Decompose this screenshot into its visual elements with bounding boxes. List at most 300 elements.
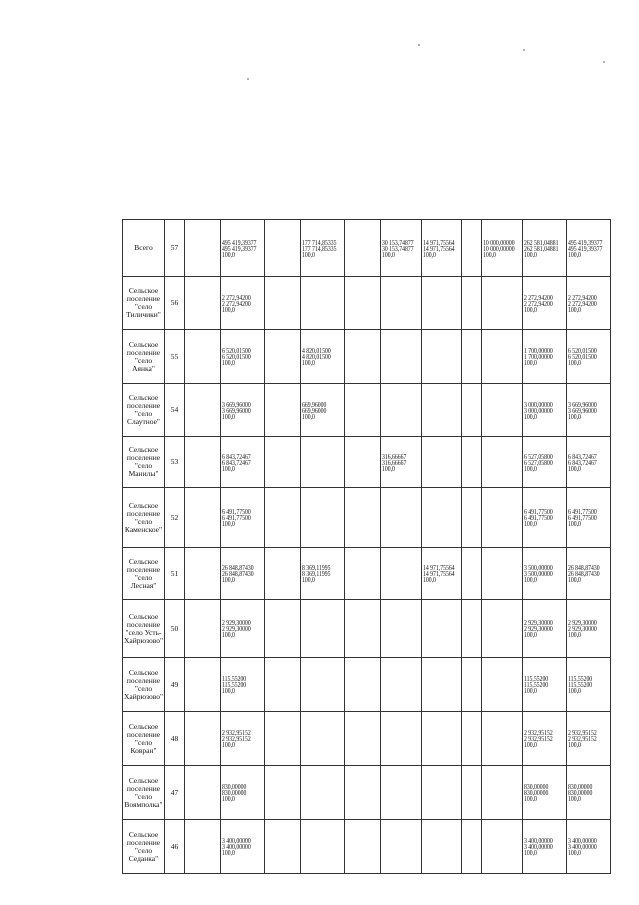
- value-text: 830,00000: [523, 783, 548, 791]
- value-text: 1 700,00000: [523, 347, 553, 355]
- value-cell: [185, 820, 221, 874]
- value-cell: [221, 600, 265, 658]
- value-text: 2 932,95152: [523, 729, 553, 737]
- value-text: 2 929,30000: [222, 619, 251, 627]
- value-cell: [381, 330, 422, 384]
- value-cell: [221, 437, 265, 488]
- value-cell: [462, 220, 482, 277]
- column-number: 52: [165, 488, 185, 548]
- value-text: 495 419,39377: [222, 238, 257, 247]
- value-text: 2 272,94200: [222, 299, 251, 308]
- value-text: 100,0: [523, 305, 537, 314]
- value-cell: [221, 658, 265, 712]
- value-cell: [345, 820, 381, 874]
- value-cell: [462, 766, 482, 820]
- value-text: 115,55200: [523, 675, 548, 683]
- column-title: Сельское поселение "село Слаутное": [123, 384, 165, 437]
- value-cell: [566, 488, 610, 548]
- scan-speck: [523, 49, 525, 51]
- value-text: 2 272,94200: [567, 299, 597, 308]
- value-cell: [462, 600, 482, 658]
- value-cell: [265, 820, 301, 874]
- value-cell: [522, 766, 566, 820]
- value-text: 2 272,94200: [567, 293, 597, 302]
- value-text: 830,00000: [222, 789, 247, 797]
- value-text: 100,0: [222, 631, 235, 639]
- value-text: 100,0: [523, 795, 537, 803]
- value-cell: [345, 548, 381, 600]
- value-cell: [345, 277, 381, 330]
- value-text: 115,55200: [222, 675, 247, 683]
- value-text: 10 000,00000: [483, 244, 515, 253]
- value-cell: [265, 600, 301, 658]
- column-number: 46: [165, 820, 185, 874]
- value-text: 669,96000: [302, 400, 327, 409]
- value-text: 100,0: [567, 576, 581, 584]
- value-cell: [185, 548, 221, 600]
- column-title: Всего: [123, 220, 165, 277]
- value-cell: [301, 600, 345, 658]
- value-cell: [482, 766, 523, 820]
- value-text: 10 000,00000: [483, 238, 515, 247]
- column-title: Сельское поселение "село Ковран": [123, 712, 165, 766]
- value-text: 100,0: [523, 576, 537, 584]
- value-text: 3 000,00000: [523, 406, 553, 415]
- value-cell: [462, 658, 482, 712]
- value-text: 4 820,01500: [302, 353, 331, 361]
- value-text: 1 700,00000: [523, 353, 553, 361]
- table-row: [123, 277, 611, 330]
- column-number: 55: [165, 330, 185, 384]
- value-cell: [522, 384, 566, 437]
- value-text: 830,00000: [567, 789, 592, 797]
- value-cell: [301, 330, 345, 384]
- value-cell: [381, 820, 422, 874]
- column-title: Сельское поселение "село Манилы": [123, 437, 165, 488]
- column-number: 53: [165, 437, 185, 488]
- value-text: 2 932,95152: [567, 729, 597, 737]
- value-cell: [462, 437, 482, 488]
- column-title: Сельское поселение "село Усть-Хайрюзово": [123, 600, 165, 658]
- value-cell: [522, 437, 566, 488]
- value-text: 100,0: [222, 412, 235, 421]
- column-title: Сельское поселение "село Воямполка": [123, 766, 165, 820]
- value-text: 3 400,00000: [222, 843, 251, 851]
- value-text: 6 527,05800: [523, 458, 553, 467]
- scan-speck: [603, 61, 605, 63]
- value-text: 100,0: [567, 464, 581, 473]
- value-text: 669,96000: [302, 406, 327, 415]
- value-cell: [265, 384, 301, 437]
- value-cell: [462, 820, 482, 874]
- value-cell: [345, 766, 381, 820]
- value-text: 3 669,96000: [567, 400, 597, 409]
- value-text: 177 714,85335: [302, 238, 337, 247]
- value-cell: [345, 712, 381, 766]
- value-text: 100,0: [523, 412, 537, 421]
- value-cell: [566, 712, 610, 766]
- table-row: [123, 437, 611, 488]
- value-cell: [522, 658, 566, 712]
- value-text: 3 400,00000: [567, 843, 597, 851]
- value-text: 100,0: [222, 250, 235, 259]
- value-cell: [566, 766, 610, 820]
- scan-speck: [247, 78, 249, 80]
- value-text: 100,0: [567, 631, 581, 639]
- value-cell: [221, 820, 265, 874]
- value-cell: [221, 766, 265, 820]
- value-text: 2 272,94200: [523, 293, 553, 302]
- value-text: 3 000,00000: [523, 400, 553, 409]
- value-text: 100,0: [222, 687, 235, 695]
- value-text: 100,0: [567, 250, 581, 259]
- value-cell: [301, 548, 345, 600]
- value-cell: [185, 712, 221, 766]
- value-cell: [421, 600, 462, 658]
- value-cell: [185, 658, 221, 712]
- value-cell: [566, 820, 610, 874]
- value-cell: [482, 600, 523, 658]
- table-row: [123, 548, 611, 600]
- value-cell: [522, 330, 566, 384]
- value-cell: [421, 766, 462, 820]
- value-text: 115,55200: [567, 681, 592, 689]
- value-text: 8 369,11995: [302, 570, 331, 578]
- column-title: Сельское поселение "село Седанка": [123, 820, 165, 874]
- value-text: 100,0: [382, 464, 395, 473]
- value-cell: [522, 548, 566, 600]
- column-title: Сельское поселение "село Тиличики": [123, 277, 165, 330]
- column-title: Сельское поселение "село Аянка": [123, 330, 165, 384]
- value-cell: [522, 277, 566, 330]
- value-cell: [345, 384, 381, 437]
- value-cell: [381, 548, 422, 600]
- value-cell: [522, 820, 566, 874]
- value-text: 2 932,95152: [222, 735, 251, 743]
- value-cell: [345, 658, 381, 712]
- value-text: 262 581,04881: [523, 244, 558, 253]
- table-row: [123, 820, 611, 874]
- value-text: 100,0: [567, 741, 581, 749]
- value-cell: [221, 712, 265, 766]
- value-cell: [566, 220, 610, 277]
- value-cell: [265, 766, 301, 820]
- value-cell: [381, 277, 422, 330]
- value-cell: [566, 658, 610, 712]
- value-text: 3 400,00000: [567, 837, 597, 845]
- table-row: [123, 330, 611, 384]
- value-cell: [265, 437, 301, 488]
- value-cell: [421, 330, 462, 384]
- value-cell: [482, 658, 523, 712]
- value-text: 26 848,87430: [222, 564, 254, 572]
- value-text: 8 369,11995: [302, 564, 331, 572]
- value-cell: [221, 548, 265, 600]
- value-text: 100,0: [567, 849, 581, 857]
- value-text: 100,0: [302, 250, 315, 259]
- value-text: 495 419,39377: [567, 244, 602, 253]
- value-cell: [301, 712, 345, 766]
- value-cell: [265, 220, 301, 277]
- value-cell: [301, 658, 345, 712]
- value-cell: [301, 384, 345, 437]
- value-text: 14 971,75564: [422, 238, 455, 247]
- value-cell: [345, 600, 381, 658]
- value-cell: [566, 330, 610, 384]
- value-cell: [482, 488, 523, 548]
- value-cell: [265, 548, 301, 600]
- value-cell: [185, 600, 221, 658]
- value-cell: [265, 330, 301, 384]
- value-text: 100,0: [302, 412, 315, 421]
- value-text: 100,0: [567, 687, 581, 695]
- value-text: 100,0: [523, 250, 537, 259]
- value-text: 100,0: [523, 359, 537, 367]
- value-cell: [185, 437, 221, 488]
- value-text: 100,0: [422, 576, 436, 584]
- table-row: [123, 712, 611, 766]
- value-cell: [522, 220, 566, 277]
- value-cell: [522, 600, 566, 658]
- value-cell: [421, 437, 462, 488]
- value-text: 115,55200: [567, 675, 592, 683]
- table-row: [123, 384, 611, 437]
- value-text: 100,0: [523, 520, 537, 528]
- value-text: 2 932,95152: [567, 735, 597, 743]
- value-cell: [566, 437, 610, 488]
- column-number: 51: [165, 548, 185, 600]
- column-title: Сельское поселение "село Лесная": [123, 548, 165, 600]
- value-text: 830,00000: [222, 783, 247, 791]
- column-number: 50: [165, 600, 185, 658]
- value-text: 100,0: [302, 359, 315, 367]
- value-cell: [421, 658, 462, 712]
- value-text: 6 491,77500: [567, 508, 597, 516]
- value-cell: [482, 330, 523, 384]
- value-text: 177 714,85335: [302, 244, 337, 253]
- value-cell: [421, 384, 462, 437]
- value-cell: [482, 384, 523, 437]
- column-number: 54: [165, 384, 185, 437]
- value-text: 2 932,95152: [523, 735, 553, 743]
- column-title: Сельское поселение "село Хайрюзово": [123, 658, 165, 712]
- value-text: 2 929,30000: [222, 625, 251, 633]
- value-text: 3 669,96000: [222, 400, 251, 409]
- value-text: 6 520,01500: [222, 353, 251, 361]
- value-cell: [221, 220, 265, 277]
- value-cell: [185, 766, 221, 820]
- value-cell: [566, 548, 610, 600]
- scan-speck: [418, 44, 420, 46]
- value-text: 100,0: [222, 305, 235, 314]
- value-text: 2 929,30000: [523, 619, 553, 627]
- value-text: 100,0: [567, 305, 581, 314]
- value-cell: [381, 488, 422, 548]
- value-cell: [381, 712, 422, 766]
- value-cell: [462, 384, 482, 437]
- column-title: Сельское поселение "село Каменское": [123, 488, 165, 548]
- value-cell: [185, 488, 221, 548]
- value-cell: [421, 488, 462, 548]
- value-cell: [381, 766, 422, 820]
- value-text: 6 520,01500: [567, 353, 597, 361]
- value-text: 100,0: [567, 520, 581, 528]
- value-text: 100,0: [222, 795, 235, 803]
- value-text: 3 500,00000: [523, 564, 553, 572]
- rotated-budget-table: [122, 219, 611, 874]
- value-cell: [421, 277, 462, 330]
- value-text: 14 971,75564: [422, 244, 455, 253]
- value-text: 6 491,77500: [222, 514, 251, 522]
- value-cell: [381, 658, 422, 712]
- value-cell: [185, 277, 221, 330]
- value-cell: [301, 277, 345, 330]
- value-cell: [221, 488, 265, 548]
- value-text: 830,00000: [523, 789, 548, 797]
- value-text: 115,55200: [222, 681, 247, 689]
- value-text: 30 153,74877: [382, 238, 414, 247]
- value-text: 3 500,00000: [523, 570, 553, 578]
- value-text: 100,0: [523, 849, 537, 857]
- value-text: 30 153,74877: [382, 244, 414, 253]
- value-text: 6 527,05800: [523, 452, 553, 461]
- value-cell: [522, 488, 566, 548]
- value-cell: [185, 220, 221, 277]
- value-text: 2 929,30000: [523, 625, 553, 633]
- value-text: 6 491,77500: [523, 514, 553, 522]
- value-cell: [345, 330, 381, 384]
- value-cell: [482, 820, 523, 874]
- value-cell: [265, 488, 301, 548]
- value-cell: [345, 488, 381, 548]
- column-number: 49: [165, 658, 185, 712]
- value-text: 3 400,00000: [222, 837, 251, 845]
- value-cell: [265, 712, 301, 766]
- value-cell: [301, 820, 345, 874]
- value-text: 115,55200: [523, 681, 548, 689]
- value-cell: [482, 277, 523, 330]
- value-cell: [421, 548, 462, 600]
- value-cell: [301, 437, 345, 488]
- value-text: 2 272,94200: [523, 299, 553, 308]
- value-text: 26 848,87430: [567, 570, 600, 578]
- value-text: 2 272,94200: [222, 293, 251, 302]
- value-cell: [301, 488, 345, 548]
- value-text: 100,0: [222, 741, 235, 749]
- value-text: 3 669,96000: [222, 406, 251, 415]
- value-cell: [482, 712, 523, 766]
- value-text: 6 491,77500: [567, 514, 597, 522]
- value-text: 100,0: [222, 359, 235, 367]
- value-cell: [301, 766, 345, 820]
- value-text: 2 932,95152: [222, 729, 251, 737]
- value-text: 6 520,01500: [567, 347, 597, 355]
- value-text: 100,0: [483, 250, 496, 259]
- value-text: 100,0: [567, 412, 581, 421]
- value-text: 100,0: [422, 250, 436, 259]
- value-text: 2 929,30000: [567, 625, 597, 633]
- value-text: 100,0: [567, 359, 581, 367]
- value-cell: [345, 220, 381, 277]
- value-text: 6 843,72467: [567, 452, 597, 461]
- table-row: [123, 488, 611, 548]
- value-text: 2 929,30000: [567, 619, 597, 627]
- value-text: 100,0: [222, 464, 235, 473]
- value-text: 4 820,01500: [302, 347, 331, 355]
- value-text: 100,0: [382, 250, 395, 259]
- value-text: 100,0: [567, 795, 581, 803]
- column-number: 57: [165, 220, 185, 277]
- value-text: 100,0: [222, 576, 235, 584]
- value-text: 316,66667: [382, 452, 407, 461]
- value-text: 26 848,87430: [222, 570, 254, 578]
- value-cell: [566, 277, 610, 330]
- table-row: [123, 766, 611, 820]
- value-cell: [381, 600, 422, 658]
- value-text: 100,0: [222, 520, 235, 528]
- value-cell: [421, 712, 462, 766]
- column-number: 48: [165, 712, 185, 766]
- value-cell: [462, 548, 482, 600]
- value-cell: [566, 600, 610, 658]
- value-text: 3 400,00000: [523, 837, 553, 845]
- column-number: 56: [165, 277, 185, 330]
- value-text: 6 491,77500: [523, 508, 553, 516]
- value-cell: [462, 330, 482, 384]
- value-cell: [345, 437, 381, 488]
- value-cell: [482, 437, 523, 488]
- value-cell: [381, 437, 422, 488]
- value-cell: [265, 658, 301, 712]
- table-row: [123, 600, 611, 658]
- value-text: 495 419,39377: [222, 244, 257, 253]
- value-cell: [221, 384, 265, 437]
- value-text: 100,0: [222, 849, 235, 857]
- value-text: 495 419,39377: [567, 238, 602, 247]
- value-text: 262 581,04881: [523, 238, 558, 247]
- table-row: [123, 220, 611, 277]
- value-text: 830,00000: [567, 783, 592, 791]
- value-cell: [381, 384, 422, 437]
- value-cell: [421, 220, 462, 277]
- value-cell: [185, 384, 221, 437]
- value-text: 6 520,01500: [222, 347, 251, 355]
- value-text: 316,66667: [382, 458, 407, 467]
- table-row: [123, 658, 611, 712]
- value-cell: [482, 548, 523, 600]
- value-text: 6 843,72467: [567, 458, 597, 467]
- value-text: 3 669,96000: [567, 406, 597, 415]
- value-cell: [522, 712, 566, 766]
- value-cell: [462, 277, 482, 330]
- value-cell: [221, 330, 265, 384]
- value-text: 26 848,87430: [567, 564, 600, 572]
- value-text: 14 971,75564: [422, 570, 455, 578]
- column-number: 47: [165, 766, 185, 820]
- value-cell: [462, 488, 482, 548]
- value-text: 6 843,72467: [222, 458, 251, 467]
- value-cell: [221, 277, 265, 330]
- value-text: 100,0: [523, 687, 537, 695]
- value-text: 100,0: [523, 631, 537, 639]
- value-cell: [462, 712, 482, 766]
- value-text: 6 491,77500: [222, 508, 251, 516]
- value-cell: [482, 220, 523, 277]
- value-text: 6 843,72467: [222, 452, 251, 461]
- value-cell: [265, 277, 301, 330]
- value-cell: [566, 384, 610, 437]
- value-cell: [185, 330, 221, 384]
